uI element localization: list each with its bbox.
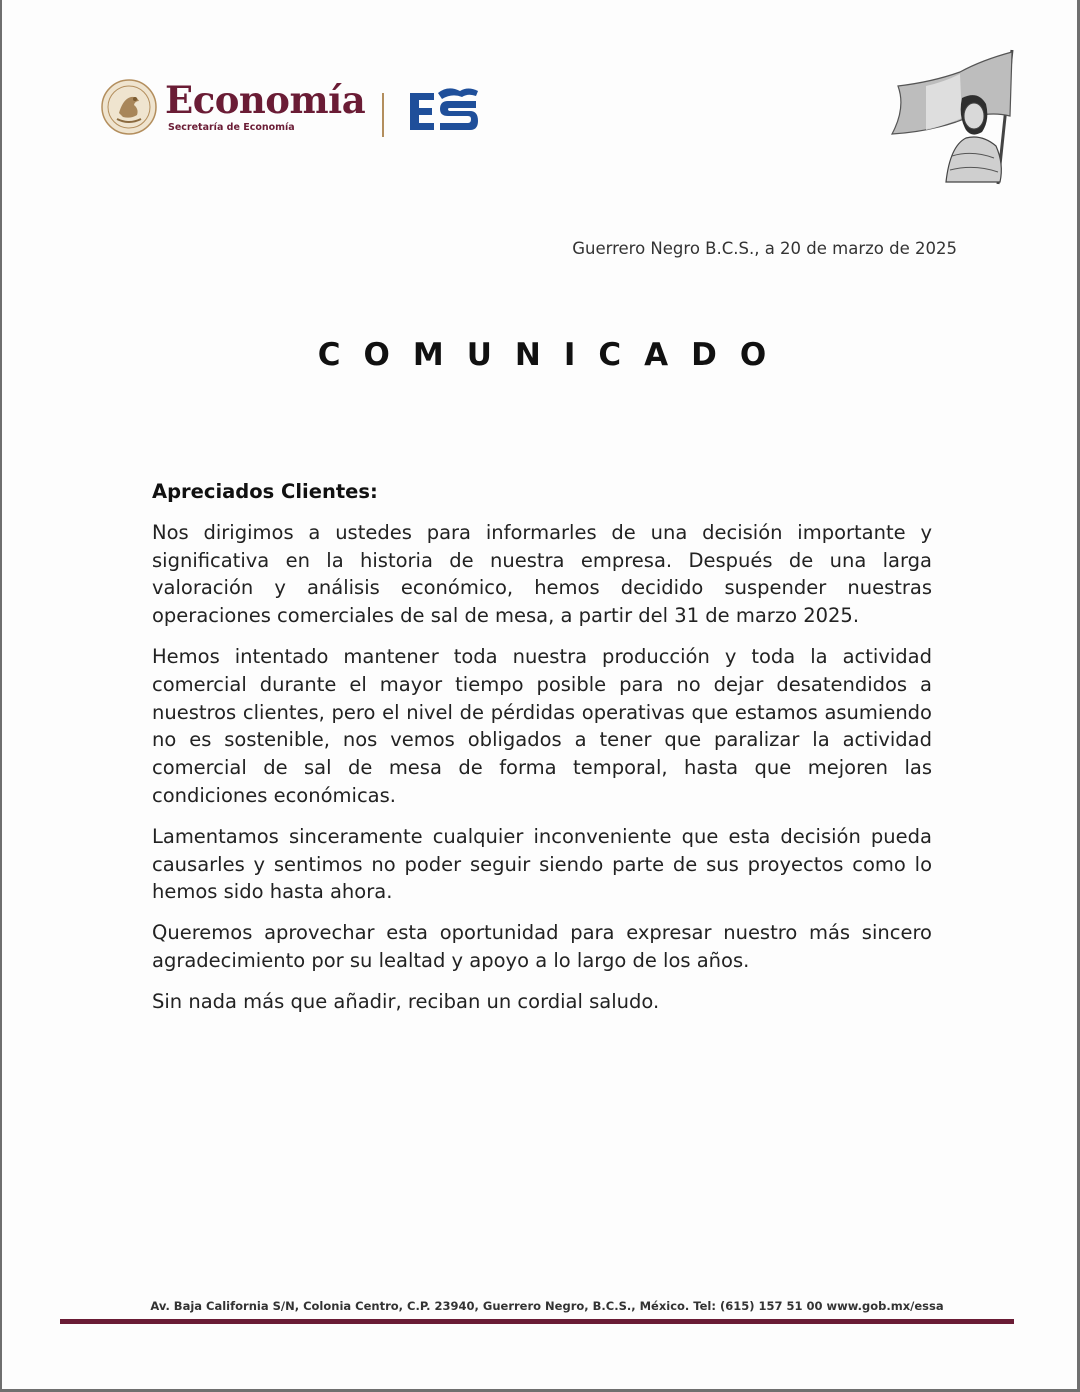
document-page bbox=[2, 0, 1077, 1389]
letter-body bbox=[152, 478, 932, 1029]
document-title: COMUNICADO bbox=[317, 337, 790, 373]
greeting: Apreciados Clientes: bbox=[152, 480, 378, 503]
paragraph: Queremos aprovechar esta oportunidad para expresar nuestro más sincero agradecimiento por su lealtad y apoyo a lo largo de los años. bbox=[152, 921, 932, 972]
brand-name: Economía bbox=[165, 78, 366, 122]
coat-of-arms-seal-icon bbox=[101, 79, 157, 135]
paragraph: Lamentamos sinceramente cualquier inconveniente que esta decisión pueda causarles y sentimos no poder seguir siendo parte de sus proyectos como lo hemos sido hasta ahora. bbox=[152, 824, 932, 904]
date-line: Guerrero Negro B.C.S., a 20 de marzo de 2025 bbox=[572, 239, 957, 258]
footer-address: Av. Baja California S/N, Colonia Centro, C.P. 23940, Guerrero Negro, B.C.S., México. Tel: (615) 157 51 00 www.gob.mx/essa bbox=[150, 1299, 944, 1313]
footer-rule bbox=[60, 1319, 1014, 1324]
paragraph: Nos dirigimos a ustedes para informarles de una decisión importante y significativa en la historia de nuestra empresa. Después de una larga valoración y análisis económico, hemos decidido suspender nuestras operaciones comerciales de sal de mesa, a partir del 31 de marzo 2025. bbox=[152, 520, 932, 628]
paragraph: Sin nada más que añadir, reciban un cordial saludo. bbox=[152, 989, 660, 1013]
essa-logo-icon bbox=[408, 83, 480, 139]
paragraph: Hemos intentado mantener toda nuestra producción y toda la actividad comercial durante el mayor tiempo posible para no dejar desatendidos a nuestros clientes, pero el nivel de pérdidas operativas que estamos asumiendo no es sostenible, nos vemos obligados a tener que paralizar la actividad comercial de sal de mesa de forma temporal, hasta que mejoren las condiciones económicas. bbox=[152, 644, 932, 807]
brand-subtitle: Secretaría de Economía bbox=[168, 122, 295, 133]
woman-with-flag-illustration-icon bbox=[886, 46, 1024, 186]
logo-divider bbox=[382, 93, 384, 137]
